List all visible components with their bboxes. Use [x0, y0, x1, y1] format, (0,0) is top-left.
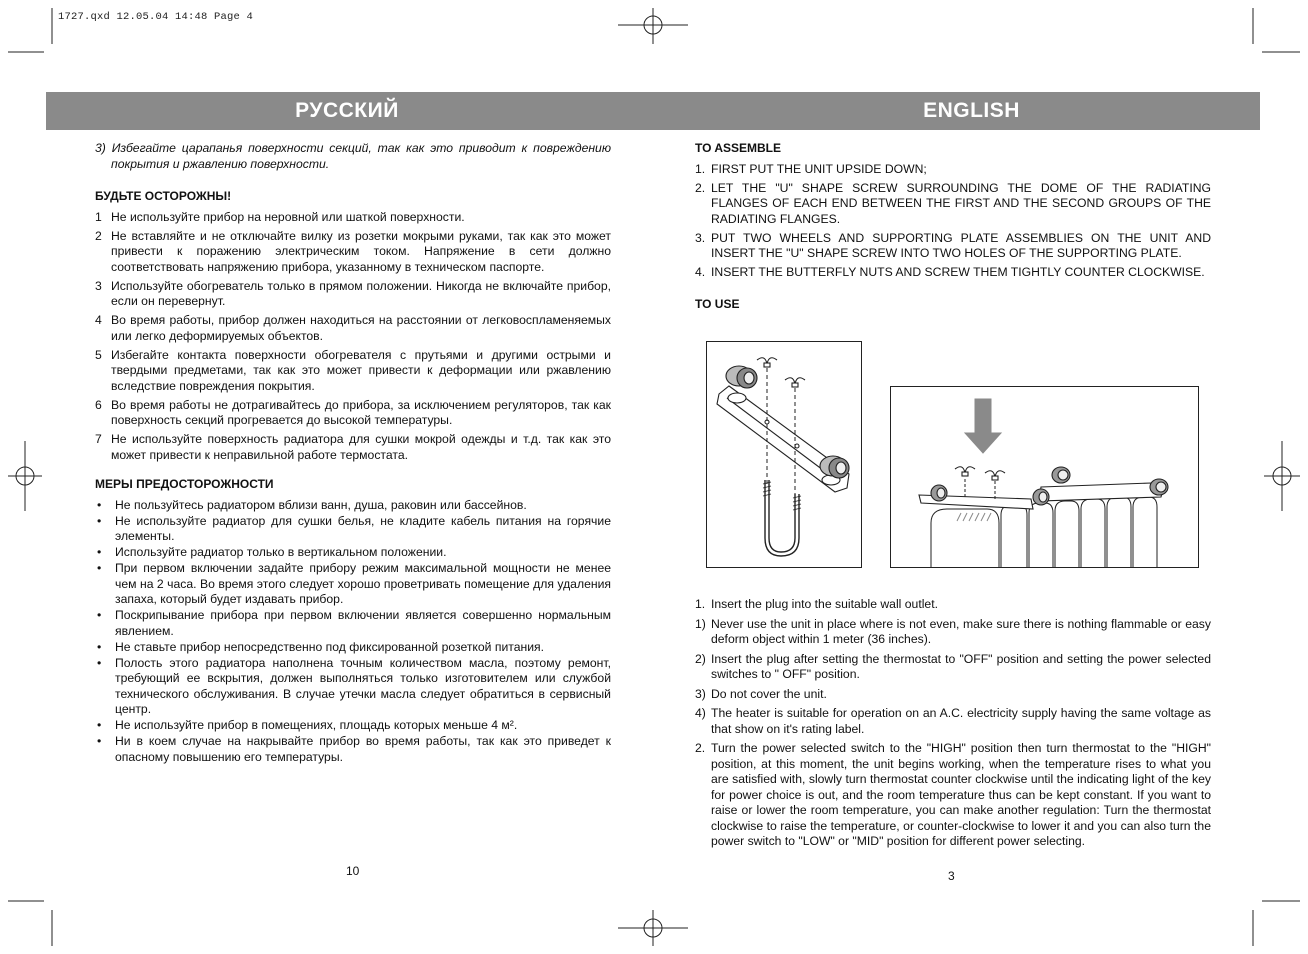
- list-item: • Не пользуйтесь радиатором вблизи ванн, душа, раковин или бассейнов.: [97, 497, 527, 512]
- list-item: • Не используйте радиатор для сушки белья, не кладите кабель питания на горячие элементы.: [97, 513, 611, 543]
- precautions-heading: МЕРЫ ПРЕДОСТОРОЖНОСТИ: [95, 477, 274, 491]
- russian-column: [95, 141, 611, 766]
- assemble-heading: TO ASSEMBLE: [695, 141, 782, 155]
- list-item: 3) Do not cover the unit.: [695, 686, 827, 701]
- list-item: • Полость этого радиатора наполнена точным количеством масла, поэтому ремонт, требующий ее вскрытия, должен выполняться только изготовителем или службой технического обслуживания. В случае утечки масла следует обратиться в сервисный центр.: [97, 655, 611, 716]
- list-item: 1. FIRST PUT THE UNIT UPSIDE DOWN;: [695, 161, 927, 176]
- list-item: 1 Не используйте прибор на неровной или шаткой поверхности.: [95, 209, 465, 224]
- list-item: 2 Не вставляйте и не отключайте вилку из розетки мокрыми руками, так как это может привести к поражению электрическим током. Напряжение в сети должно соответствовать напряжению прибора, указанному в техническом паспорте.: [95, 228, 611, 274]
- list-item: • При первом включении задайте прибору режим максимальной мощности не менее чем на 2 часа. Во время этого следует хорошо проветривать помещение для удаления запаха, который будет издавать прибор.: [97, 561, 611, 606]
- list-item: 4 Во время работы, прибор должен находиться на расстоянии от легковоспламеняемых или легко деформируемых объектов.: [95, 313, 611, 343]
- list-item: • Не используйте прибор в помещениях, площадь которых меньше 4 м².: [97, 718, 518, 732]
- header-english: ENGLISH: [683, 92, 1260, 130]
- english-column: [695, 141, 1211, 317]
- list-item: 2. Turn the power selected switch to the "HIGH" position then turn thermostat to the "HIGH" position, at this moment, the unit begins working, when the temperature rises to what you are satisfied with, slowly turn thermostat counter clockwise until the indicating light of the key for power choice is out, and the room temperature thus can be kept constant. If you want to raise or lower the room temperature, you can make another regulation: Turn the thermostat clockwise to raise the temperature, or counter-clockwise to lower it and you can also turn the power switch to "LOW" or "MID" position for different power selecting.: [695, 741, 1211, 848]
- list-item: 2. LET THE "U" SHAPE SCREW SURROUNDING THE DOME OF THE RADIATING FLANGES OF EACH END BETWEEN THE FIRST AND THE SECOND GROUPS OF THE RADIATING FLANGES.: [695, 180, 1211, 226]
- list-item: • Ни в коем случае на накрывайте прибор во время работы, так как это приведет к опасному повышению его температуры.: [97, 734, 611, 764]
- list-item: • Поскрипывание прибора при первом включении является совершенно нормальным явлением.: [97, 608, 611, 638]
- assembly-figure-plate: [706, 341, 862, 568]
- use-list: [695, 597, 1211, 854]
- wheel-plate-illustration: [707, 342, 863, 569]
- caution-heading: БУДЬТЕ ОСТОРОЖНЫ!: [95, 189, 232, 203]
- list-item: 3 Используйте обогреватель только в прямом положении. Никогда не включайте прибор, если он перевернут.: [95, 278, 611, 308]
- header-russian: РУССКИЙ: [46, 92, 648, 130]
- list-item: 1. Insert the plug into the suitable wall outlet.: [695, 597, 938, 611]
- list-item: 7 Не используйте поверхность радиатора для сушки мокрой одежды и т.д. так как это может привести к неправильной работе термостата.: [95, 432, 611, 462]
- list-item: 5 Избегайте контакта поверхности обогревателя с прутьями и другими острыми и твердыми предметами, так как это может привести к деформации или ржавлению вследствие повреждения покрытия.: [95, 347, 611, 393]
- file-slug: 1727.qxd 12.05.04 14:48 Page 4: [58, 11, 254, 23]
- radiator-assembly-illustration: [891, 387, 1199, 568]
- use-heading: TO USE: [695, 296, 740, 311]
- caution-list: [95, 210, 611, 464]
- list-item: • Не ставьте прибор непосредственно под фиксированной розеткой питания.: [97, 639, 545, 654]
- precautions-list: [95, 498, 611, 766]
- list-item: • Используйте радиатор только в вертикальном положении.: [97, 545, 447, 559]
- russian-intro: 3) Избегайте царапанья поверхности секций, так как это приводит к повреждению покрытия и ржавлению поверхности.: [95, 141, 611, 171]
- list-item: 2) Insert the plug after setting the thermostat to "OFF" position and setting the power selected switches to " OFF" position.: [695, 651, 1211, 681]
- list-item: 4. INSERT THE BUTTERFLY NUTS AND SCREW THEM TIGHTLY COUNTER CLOCKWISE.: [695, 265, 1205, 279]
- page-number-english: 3: [948, 869, 955, 883]
- header-band-gap: [648, 92, 683, 130]
- list-item: 4) The heater is suitable for operation on an A.C. electricity supply having the same voltage as that show on it's rating label.: [695, 706, 1211, 736]
- assemble-list: [695, 162, 1211, 281]
- list-item: 1) Never use the unit in place where is not even, make sure there is nothing flammable or easy deform object within 1 meter (36 inches).: [695, 616, 1211, 646]
- page-number-russian: 10: [346, 864, 360, 878]
- list-item: 3. PUT TWO WHEELS AND SUPPORTING PLATE ASSEMBLIES ON THE UNIT AND INSERT THE "U" SHAPE SCREW INTO TWO HOLES OF THE SUPPORTING PLATE.: [695, 230, 1211, 260]
- down-arrow-icon: [965, 399, 1001, 453]
- list-item: 6 Во время работы не дотрагивайтесь до прибора, за исключением регуляторов, так как поверхность секций прогревается до высокой температуры.: [95, 397, 611, 427]
- assembly-figure-radiator: [890, 386, 1199, 568]
